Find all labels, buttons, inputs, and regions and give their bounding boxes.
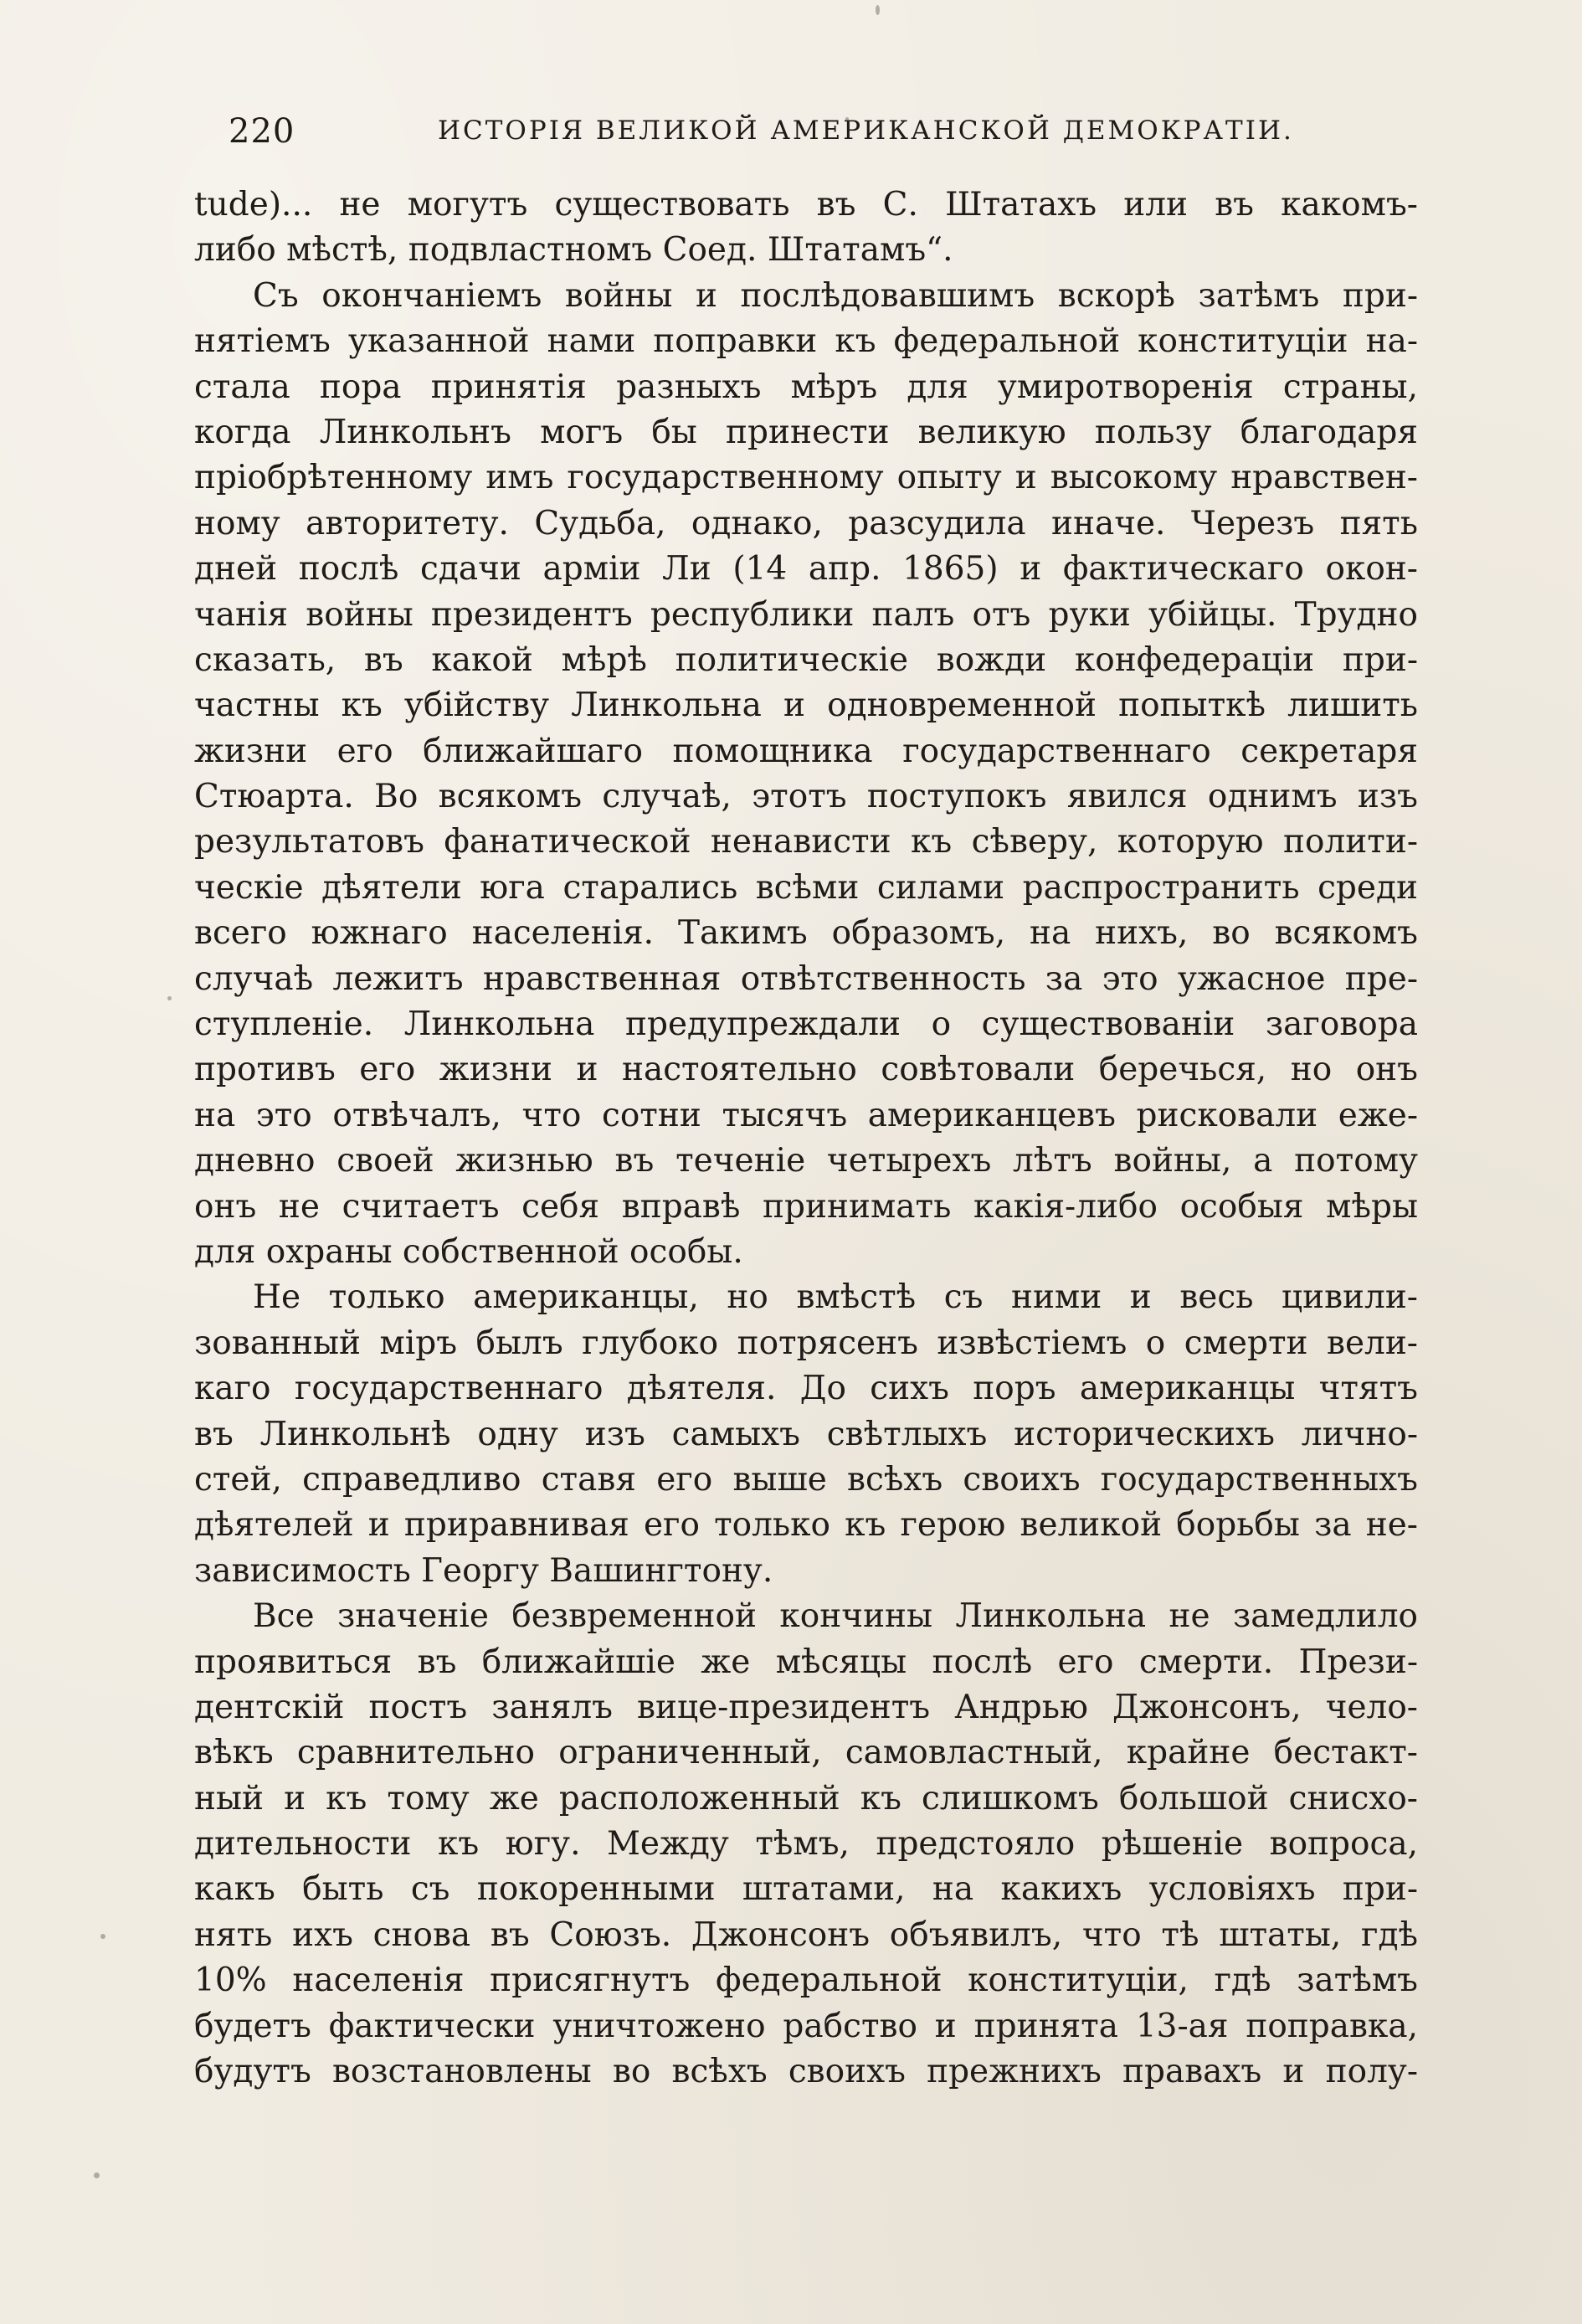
paper-speck: [94, 2172, 100, 2178]
text-line: частны къ убійству Линкольна и одновременной попыткѣ лишить: [194, 686, 1418, 725]
text-line: на это отвѣчалъ, что сотни тысячъ американцевъ рисковали еже-: [194, 1096, 1418, 1134]
text-line: какъ быть съ покоренными штатами, на какихъ условіяхъ при-: [194, 1870, 1418, 1909]
text-line: чанія войны президентъ республики палъ отъ руки убійцы. Трудно: [194, 595, 1418, 634]
text-line: сказать, въ какой мѣрѣ политическіе вожди конфедераціи при-: [194, 640, 1418, 679]
text-line: зависимость Георгу Вашингтону.: [194, 1551, 773, 1590]
text-line: ный и къ тому же расположенный къ слишкомъ большой снисхо-: [194, 1779, 1418, 1818]
text-line: въ Линкольнѣ одну изъ самыхъ свѣтлыхъ историческихъ лично-: [194, 1415, 1418, 1453]
text-line: вѣкъ сравнительно ограниченный, самовластный, крайне бестакт-: [194, 1734, 1418, 1772]
text-line: зованный міръ былъ глубоко потрясенъ извѣстіемъ о смерти вели-: [194, 1324, 1418, 1362]
text-line: всего южнаго населенія. Такимъ образомъ, на нихъ, во всякомъ: [194, 914, 1418, 953]
text-line: 10% населенія присягнутъ федеральной конституціи, гдѣ затѣмъ: [194, 1962, 1418, 2000]
text-line: пріобрѣтенному имъ государственному опыту и высокому нравствен-: [194, 459, 1418, 497]
text-line: Не только американцы, но вмѣстѣ съ ними и весь цивили-: [253, 1278, 1418, 1317]
paper-speck: [100, 1934, 105, 1939]
text-line: проявиться въ ближайшіе же мѣсяцы послѣ его смерти. Прези-: [194, 1643, 1418, 1681]
page-header: [213, 105, 1419, 156]
body-text: [194, 183, 1418, 2095]
text-line: нятіемъ указанной нами поправки къ федеральной конституціи на-: [194, 322, 1418, 361]
text-line: либо мѣстѣ, подвластномъ Соед. Штатамъ“.: [194, 231, 953, 270]
text-line: будутъ возстановлены во всѣхъ своихъ прежнихъ правахъ и полу-: [194, 2053, 1418, 2091]
paper-speck: [167, 996, 172, 1000]
text-line: дѣятелей и приравнивая его только къ герою великой борьбы за не-: [194, 1506, 1418, 1545]
text-line: противъ его жизни и настоятельно совѣтовали беречься, но онъ: [194, 1051, 1418, 1089]
text-line: дней послѣ сдачи арміи Ли (14 апр. 1865) и фактическаго окон-: [194, 550, 1418, 589]
text-line: для охраны собственной особы.: [194, 1232, 743, 1271]
paper-speck: [845, 117, 849, 121]
text-line: ному авторитету. Судьба, однако, разсудила иначе. Черезъ пять: [194, 504, 1418, 542]
text-line: результатовъ фанатической ненависти къ сѣверу, которую полити-: [194, 823, 1418, 861]
text-line: онъ не считаетъ себя вправѣ принимать какія-либо особыя мѣры: [194, 1187, 1418, 1226]
text-line: стей, справедливо ставя его выше всѣхъ своихъ государственныхъ: [194, 1460, 1418, 1499]
text-line: будетъ фактически уничтожено рабство и принята 13-ая поправка,: [194, 2007, 1418, 2045]
text-line: нять ихъ снова въ Союзъ. Джонсонъ объявилъ, что тѣ штаты, гдѣ: [194, 1915, 1418, 1954]
text-line: Съ окончаніемъ войны и послѣдовавшимъ вскорѣ затѣмъ при-: [253, 276, 1418, 315]
page-number: 220: [229, 112, 295, 151]
text-line: tude)... не могутъ существовать въ С. Штатахъ или въ какомъ-: [194, 186, 1418, 224]
text-line: ступленіе. Линкольна предупреждали о существованіи заговора: [194, 1005, 1418, 1044]
text-line: Стюарта. Во всякомъ случаѣ, этотъ поступокъ явился однимъ изъ: [194, 778, 1418, 816]
text-line: стала пора принятія разныхъ мѣръ для умиротворенія страны,: [194, 368, 1418, 406]
running-title: ИСТОРІЯ ВЕЛИКОЙ АМЕРИКАНСКОЙ ДЕМОКРАТІИ.: [438, 116, 1294, 146]
text-line: ческіе дѣятели юга старались всѣми силами распространить среди: [194, 868, 1418, 907]
text-line: случаѣ лежитъ нравственная отвѣтственность за это ужасное пре-: [194, 959, 1418, 998]
text-line: дентскій постъ занялъ вице-президентъ Андрью Джонсонъ, чело-: [194, 1688, 1418, 1726]
text-line: Все значеніе безвременной кончины Линкольна не замедлило: [253, 1597, 1418, 1636]
text-line: когда Линкольнъ могъ бы принести великую пользу благодаря: [194, 413, 1418, 451]
paper-speck: [876, 5, 880, 15]
text-line: каго государственнаго дѣятеля. До сихъ поръ американцы чтятъ: [194, 1370, 1418, 1408]
text-line: жизни его ближайшаго помощника государственнаго секретаря: [194, 732, 1418, 770]
text-line: дительности къ югу. Между тѣмъ, предстояло рѣшеніе вопроса,: [194, 1825, 1418, 1864]
text-line: дневно своей жизнью въ теченіе четырехъ лѣтъ войны, а потому: [194, 1142, 1418, 1180]
